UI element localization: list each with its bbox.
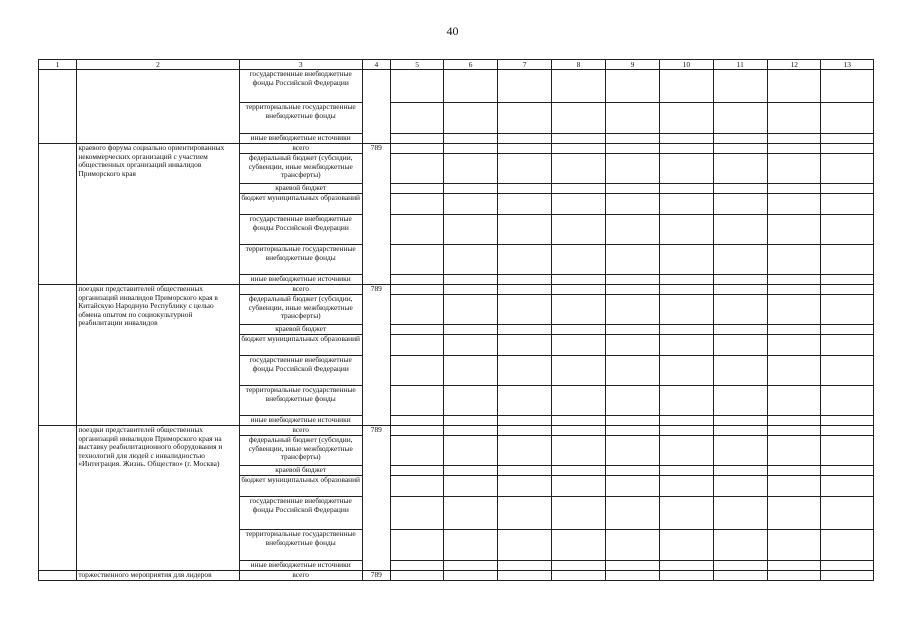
source-cell: территориальные государственные внебюджетные фонды — [239, 530, 362, 561]
cell-empty — [660, 245, 713, 275]
cell-empty — [552, 356, 605, 386]
cell-empty — [444, 144, 497, 154]
cell-empty — [390, 416, 443, 426]
cell-empty — [660, 325, 713, 335]
cell-empty — [444, 466, 497, 476]
cell-empty — [552, 215, 605, 245]
source-cell: федеральный бюджет (субсидии, субвенции, иные межбюджетные трансферты) — [239, 436, 362, 466]
cell-empty — [768, 103, 821, 134]
source-cell: бюджет муниципальных образований — [239, 335, 362, 356]
cell-empty — [390, 530, 443, 561]
cell-empty — [497, 426, 551, 436]
source-cell: иные внебюджетные источники — [239, 134, 362, 144]
cell-empty — [390, 335, 443, 356]
cell-empty — [552, 194, 605, 215]
cell-empty — [713, 436, 767, 466]
cell-empty — [768, 436, 821, 466]
cell-empty — [768, 335, 821, 356]
cell-empty — [552, 497, 605, 530]
cell-empty — [660, 476, 713, 497]
cell-empty — [713, 215, 767, 245]
cell-empty — [39, 571, 77, 581]
cell-empty — [390, 215, 443, 245]
cell-empty — [552, 530, 605, 561]
cell-empty — [497, 497, 551, 530]
col-header: 8 — [552, 60, 605, 70]
cell-empty — [821, 184, 874, 194]
table-row — [39, 70, 874, 103]
cell-empty — [768, 426, 821, 436]
cell-empty — [713, 356, 767, 386]
cell-empty — [497, 103, 551, 134]
cell-empty — [497, 295, 551, 325]
cell-empty — [552, 466, 605, 476]
cell-empty — [552, 386, 605, 416]
cell-empty — [39, 426, 77, 571]
cell-empty — [497, 335, 551, 356]
cell-empty — [768, 285, 821, 295]
cell-empty — [497, 184, 551, 194]
cell-empty — [444, 476, 497, 497]
cell-empty — [605, 571, 659, 581]
cell-empty — [444, 497, 497, 530]
cell-empty — [390, 184, 443, 194]
cell-empty — [713, 571, 767, 581]
cell-empty — [605, 476, 659, 497]
cell-empty — [660, 103, 713, 134]
cell-empty — [390, 466, 443, 476]
cell-empty — [713, 530, 767, 561]
cell-empty — [821, 215, 874, 245]
cell-empty — [605, 497, 659, 530]
source-cell: всего — [239, 426, 362, 436]
col-header: 12 — [768, 60, 821, 70]
cell-empty — [552, 144, 605, 154]
cell-empty — [444, 285, 497, 295]
cell-empty — [660, 295, 713, 325]
cell-empty — [444, 561, 497, 571]
cell-empty — [768, 144, 821, 154]
cell-empty — [497, 436, 551, 466]
cell-empty — [444, 245, 497, 275]
cell-empty — [768, 386, 821, 416]
cell-empty — [444, 436, 497, 466]
cell-empty — [497, 386, 551, 416]
cell-empty — [605, 426, 659, 436]
cell-empty — [444, 275, 497, 285]
cell-empty — [821, 103, 874, 134]
cell-empty — [390, 476, 443, 497]
cell-empty — [390, 194, 443, 215]
cell-empty — [605, 295, 659, 325]
cell-empty — [768, 194, 821, 215]
cell-empty — [768, 275, 821, 285]
source-cell: государственные внебюджетные фонды Российской Федерации — [239, 497, 362, 530]
cell-empty — [497, 476, 551, 497]
source-cell: краевой бюджет — [239, 466, 362, 476]
source-cell: государственные внебюджетные фонды Российской Федерации — [239, 215, 362, 245]
page-number: 40 — [446, 24, 459, 38]
cell-empty — [660, 466, 713, 476]
cell-empty — [362, 70, 390, 144]
cell-empty — [821, 416, 874, 426]
cell-empty — [605, 335, 659, 356]
cell-empty — [552, 416, 605, 426]
cell-empty — [660, 154, 713, 184]
cell-empty — [605, 245, 659, 275]
table-row — [39, 571, 874, 581]
cell-empty — [497, 245, 551, 275]
cell-empty — [497, 285, 551, 295]
cell-empty — [660, 215, 713, 245]
cell-empty — [497, 356, 551, 386]
cell-empty — [605, 154, 659, 184]
cell-empty — [497, 134, 551, 144]
cell-empty — [821, 530, 874, 561]
budget-table — [38, 59, 874, 581]
source-cell: бюджет муниципальных образований — [239, 194, 362, 215]
cell-empty — [660, 184, 713, 194]
col-header: 10 — [660, 60, 713, 70]
cell-empty — [768, 356, 821, 386]
cell-empty — [444, 530, 497, 561]
cell-empty — [552, 285, 605, 295]
cell-empty — [713, 70, 767, 103]
cell-empty — [552, 134, 605, 144]
cell-empty — [444, 194, 497, 215]
cell-empty — [713, 134, 767, 144]
event-description: краевого форума социально ориентированных некоммерческих организаций с участием общественных организаций инвалидов Приморского края — [77, 144, 239, 285]
cell-empty — [497, 571, 551, 581]
cell-empty — [390, 144, 443, 154]
cell-empty — [444, 154, 497, 184]
cell-empty — [552, 561, 605, 571]
cell-empty — [768, 325, 821, 335]
code-cell: 789 — [362, 285, 390, 426]
cell-empty — [768, 466, 821, 476]
cell-empty — [713, 466, 767, 476]
col-header: 1 — [39, 60, 77, 70]
cell-empty — [605, 561, 659, 571]
source-cell: территориальные государственные внебюджетные фонды — [239, 245, 362, 275]
cell-empty — [713, 285, 767, 295]
cell-empty — [444, 426, 497, 436]
source-cell: иные внебюджетные источники — [239, 416, 362, 426]
source-cell: краевой бюджет — [239, 184, 362, 194]
cell-empty — [552, 571, 605, 581]
cell-empty — [660, 70, 713, 103]
cell-empty — [768, 497, 821, 530]
cell-empty — [39, 144, 77, 285]
cell-empty — [552, 325, 605, 335]
cell-empty — [497, 466, 551, 476]
cell-empty — [660, 530, 713, 561]
cell-empty — [660, 335, 713, 356]
cell-empty — [77, 70, 239, 144]
cell-empty — [605, 184, 659, 194]
cell-empty — [444, 335, 497, 356]
cell-empty — [444, 134, 497, 144]
cell-empty — [39, 285, 77, 426]
cell-empty — [552, 103, 605, 134]
cell-empty — [713, 335, 767, 356]
code-cell: 789 — [362, 426, 390, 571]
cell-empty — [660, 194, 713, 215]
cell-empty — [605, 144, 659, 154]
cell-empty — [552, 245, 605, 275]
source-cell: территориальные государственные внебюджетные фонды — [239, 103, 362, 134]
source-cell: бюджет муниципальных образований — [239, 476, 362, 497]
cell-empty — [821, 295, 874, 325]
cell-empty — [768, 561, 821, 571]
cell-empty — [552, 476, 605, 497]
cell-empty — [660, 426, 713, 436]
code-cell: 789 — [362, 571, 390, 581]
cell-empty — [821, 466, 874, 476]
cell-empty — [713, 325, 767, 335]
cell-empty — [713, 426, 767, 436]
source-cell: федеральный бюджет (субсидии, субвенции, иные межбюджетные трансферты) — [239, 154, 362, 184]
cell-empty — [768, 476, 821, 497]
source-cell: федеральный бюджет (субсидии, субвенции, иные межбюджетные трансферты) — [239, 295, 362, 325]
cell-empty — [605, 530, 659, 561]
code-cell: 789 — [362, 144, 390, 285]
cell-empty — [821, 426, 874, 436]
cell-empty — [768, 70, 821, 103]
event-description: поездки представителей общественных организаций инвалидов Приморского края в Китайскую Народную Республику с целью обмена опытом по социокультурной реабилитации инвалидов — [77, 285, 239, 426]
cell-empty — [497, 530, 551, 561]
cell-empty — [552, 436, 605, 466]
cell-empty — [390, 426, 443, 436]
cell-empty — [660, 386, 713, 416]
cell-empty — [552, 275, 605, 285]
cell-empty — [713, 386, 767, 416]
cell-empty — [768, 416, 821, 426]
cell-empty — [821, 154, 874, 184]
col-header: 13 — [821, 60, 874, 70]
source-cell: иные внебюджетные источники — [239, 561, 362, 571]
cell-empty — [605, 386, 659, 416]
cell-empty — [821, 134, 874, 144]
cell-empty — [713, 144, 767, 154]
cell-empty — [497, 215, 551, 245]
cell-empty — [605, 134, 659, 144]
cell-empty — [444, 325, 497, 335]
cell-empty — [660, 571, 713, 581]
cell-empty — [660, 497, 713, 530]
cell-empty — [605, 275, 659, 285]
col-header: 4 — [362, 60, 390, 70]
cell-empty — [821, 335, 874, 356]
cell-empty — [713, 497, 767, 530]
source-cell: всего — [239, 571, 362, 581]
cell-empty — [605, 356, 659, 386]
table-row — [39, 285, 874, 295]
cell-empty — [713, 154, 767, 184]
cell-empty — [444, 571, 497, 581]
cell-empty — [390, 285, 443, 295]
cell-empty — [821, 245, 874, 275]
cell-empty — [444, 184, 497, 194]
cell-empty — [605, 416, 659, 426]
cell-empty — [444, 416, 497, 426]
source-cell: иные внебюджетные источники — [239, 275, 362, 285]
col-header: 3 — [239, 60, 362, 70]
cell-empty — [552, 184, 605, 194]
cell-empty — [497, 194, 551, 215]
col-header: 2 — [77, 60, 239, 70]
cell-empty — [821, 436, 874, 466]
cell-empty — [390, 295, 443, 325]
cell-empty — [497, 275, 551, 285]
cell-empty — [497, 325, 551, 335]
cell-empty — [444, 70, 497, 103]
col-header: 5 — [390, 60, 443, 70]
cell-empty — [497, 70, 551, 103]
cell-empty — [768, 154, 821, 184]
cell-empty — [660, 285, 713, 295]
cell-empty — [605, 325, 659, 335]
event-description: поездки представителей общественных организаций инвалидов Приморского края на выставку реабилитационного оборудования и технологий для людей с инвалидностью «Интеграция. Жизнь. Общество» (г. Москва) — [77, 426, 239, 571]
source-cell: краевой бюджет — [239, 325, 362, 335]
cell-empty — [390, 275, 443, 285]
header-row — [39, 60, 874, 70]
table-row — [39, 144, 874, 154]
event-description: торжественного мероприятия для лидеров — [77, 571, 239, 581]
source-cell: территориальные государственные внебюджетные фонды — [239, 386, 362, 416]
cell-empty — [390, 154, 443, 184]
cell-empty — [821, 70, 874, 103]
cell-empty — [768, 134, 821, 144]
cell-empty — [713, 194, 767, 215]
cell-empty — [713, 245, 767, 275]
cell-empty — [605, 70, 659, 103]
source-cell: государственные внебюджетные фонды Российской Федерации — [239, 70, 362, 103]
cell-empty — [444, 103, 497, 134]
source-cell: государственные внебюджетные фонды Российской Федерации — [239, 356, 362, 386]
source-cell: всего — [239, 285, 362, 295]
cell-empty — [821, 275, 874, 285]
col-header: 6 — [444, 60, 497, 70]
table-row — [39, 426, 874, 436]
col-header: 9 — [605, 60, 659, 70]
col-header: 11 — [713, 60, 767, 70]
cell-empty — [390, 497, 443, 530]
cell-empty — [605, 466, 659, 476]
cell-empty — [821, 571, 874, 581]
cell-empty — [390, 571, 443, 581]
cell-empty — [768, 245, 821, 275]
cell-empty — [390, 103, 443, 134]
source-cell: всего — [239, 144, 362, 154]
cell-empty — [605, 285, 659, 295]
cell-empty — [768, 184, 821, 194]
cell-empty — [660, 436, 713, 466]
cell-empty — [821, 561, 874, 571]
cell-empty — [713, 295, 767, 325]
cell-empty — [821, 285, 874, 295]
cell-empty — [768, 571, 821, 581]
cell-empty — [390, 134, 443, 144]
cell-empty — [390, 245, 443, 275]
cell-empty — [821, 356, 874, 386]
cell-empty — [660, 416, 713, 426]
cell-empty — [660, 275, 713, 285]
cell-empty — [605, 103, 659, 134]
cell-empty — [821, 325, 874, 335]
cell-empty — [660, 134, 713, 144]
cell-empty — [605, 436, 659, 466]
cell-empty — [713, 561, 767, 571]
cell-empty — [390, 325, 443, 335]
cell-empty — [390, 356, 443, 386]
cell-empty — [713, 476, 767, 497]
cell-empty — [444, 386, 497, 416]
cell-empty — [444, 295, 497, 325]
cell-empty — [713, 184, 767, 194]
cell-empty — [39, 70, 77, 144]
cell-empty — [390, 386, 443, 416]
cell-empty — [497, 144, 551, 154]
cell-empty — [552, 295, 605, 325]
cell-empty — [390, 561, 443, 571]
cell-empty — [768, 530, 821, 561]
cell-empty — [497, 416, 551, 426]
cell-empty — [552, 154, 605, 184]
cell-empty — [390, 436, 443, 466]
cell-empty — [444, 215, 497, 245]
cell-empty — [552, 426, 605, 436]
cell-empty — [821, 144, 874, 154]
cell-empty — [390, 70, 443, 103]
cell-empty — [497, 154, 551, 184]
cell-empty — [713, 416, 767, 426]
cell-empty — [444, 356, 497, 386]
col-header: 7 — [497, 60, 551, 70]
cell-empty — [821, 476, 874, 497]
cell-empty — [497, 561, 551, 571]
cell-empty — [660, 356, 713, 386]
cell-empty — [768, 295, 821, 325]
cell-empty — [821, 386, 874, 416]
cell-empty — [552, 335, 605, 356]
cell-empty — [713, 275, 767, 285]
cell-empty — [660, 144, 713, 154]
cell-empty — [821, 497, 874, 530]
cell-empty — [821, 194, 874, 215]
cell-empty — [605, 194, 659, 215]
cell-empty — [660, 561, 713, 571]
cell-empty — [713, 103, 767, 134]
cell-empty — [768, 215, 821, 245]
cell-empty — [605, 215, 659, 245]
cell-empty — [552, 70, 605, 103]
